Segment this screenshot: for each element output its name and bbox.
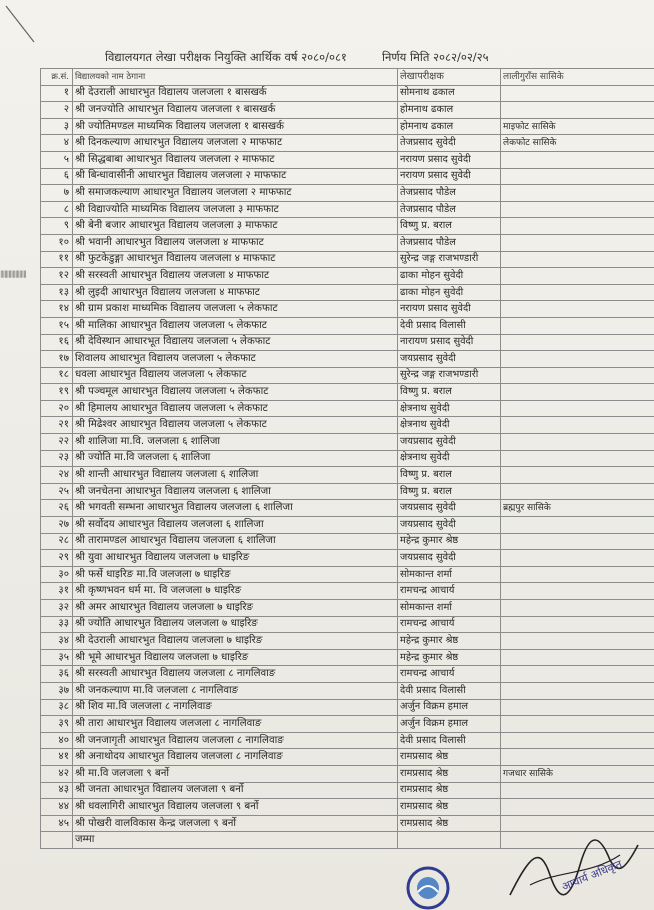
table-row: [41, 384, 654, 401]
header-sn: क्र.सं.: [41, 69, 73, 86]
row-note: [501, 317, 654, 334]
row-auditor: जयप्रसाद सुवेदी: [398, 434, 501, 451]
row-note: [501, 351, 654, 368]
row-sn: ११: [41, 251, 73, 268]
row-note: [501, 649, 654, 666]
row-sn: २: [41, 102, 73, 119]
row-sn: ३: [41, 118, 73, 135]
table-row: [41, 533, 654, 550]
row-note: [501, 434, 654, 451]
row-note: [501, 749, 654, 766]
row-note: [501, 583, 654, 600]
table-row: [41, 550, 654, 567]
row-auditor: [398, 832, 501, 849]
row-sn: ४१: [41, 749, 73, 766]
table-row: [41, 417, 654, 434]
row-auditor: जयप्रसाद सुवेदी: [398, 351, 501, 368]
row-school-name: श्री कृष्णभवन धर्म मा. वि जलजला ७ धाइरिङ: [73, 583, 398, 600]
row-note: [501, 799, 654, 816]
table-row: [41, 102, 654, 119]
row-auditor: देवी प्रसाद विलासी: [398, 732, 501, 749]
row-sn: ३८: [41, 699, 73, 716]
row-auditor: ढाका मोहन सुवेदी: [398, 284, 501, 301]
row-note: [501, 666, 654, 683]
row-sn: १९: [41, 384, 73, 401]
row-school-name: श्री भगवती सम्भना आधारभुत विद्यालय जलजला ६ शालिजा: [73, 500, 398, 517]
row-sn: ४४: [41, 799, 73, 816]
row-note: [501, 782, 654, 799]
row-auditor: सुरेन्द्र जङ्ग राजभण्डारी: [398, 251, 501, 268]
row-sn: ३३: [41, 616, 73, 633]
row-note: लेकफाेट सासिके: [501, 135, 654, 152]
table-row: [41, 749, 654, 766]
row-sn: १५: [41, 317, 73, 334]
table-row: [41, 301, 654, 318]
document-title: [105, 50, 645, 65]
table-row: [41, 450, 654, 467]
audit-assignment-table: [40, 68, 654, 849]
row-school-name: श्री जनकल्याण मा.वि जलजला ८ नागलिवाङ: [73, 682, 398, 699]
row-school-name: श्री जनजागृती आधारभुत विद्यालय जलजला ८ नागलिवाङ: [73, 732, 398, 749]
row-school-name: धवला आधारभुत विद्यालय जलजला ५ लेकफाट: [73, 367, 398, 384]
table-row: [41, 268, 654, 285]
row-note: [501, 467, 654, 484]
row-sn: [41, 832, 73, 849]
row-school-name: श्री हिमालय आधारभुत विद्यालय जलजला ५ लेकफाट: [73, 400, 398, 417]
row-school-name: श्री पञ्चमूल आधारभुत विद्यालय जलजला ५ लेकफाट: [73, 384, 398, 401]
table-row: [41, 351, 654, 368]
row-school-name: श्री सर्वोदय आधारभुत विद्यालय जलजला ६ शालिजा: [73, 517, 398, 534]
row-sn: ६: [41, 168, 73, 185]
row-note: [501, 682, 654, 699]
row-note: [501, 400, 654, 417]
table-row: [41, 616, 654, 633]
row-auditor: रामप्रसाद श्रेष्ठ: [398, 799, 501, 816]
row-school-name: श्री शालिजा मा.वि. जलजला ६ शालिजा: [73, 434, 398, 451]
row-school-name: श्री पोखरी वालविकास केन्द्र जलजला ९ बर्नो: [73, 815, 398, 832]
row-sn: २४: [41, 467, 73, 484]
row-auditor: तेजप्रसाद सुवेदी: [398, 135, 501, 152]
header-note: लालीगुराँस सासिके: [501, 69, 654, 86]
title-decision-date: निर्णय मिति २०८२/०२/२५: [382, 50, 489, 64]
row-auditor: महेन्द्र कुमार श्रेष्ठ: [398, 533, 501, 550]
row-auditor: रामचन्द्र आचार्य: [398, 666, 501, 683]
row-note: [501, 102, 654, 119]
table-row: [41, 434, 654, 451]
row-sn: २२: [41, 434, 73, 451]
table-row: [41, 317, 654, 334]
row-note: [501, 168, 654, 185]
table-row: [41, 699, 654, 716]
row-sn: २८: [41, 533, 73, 550]
table-row: [41, 500, 654, 517]
row-school-name: श्री बिन्धावासीनी आधारभुत विद्यालय जलजला २ माफफाट: [73, 168, 398, 185]
row-sn: ३२: [41, 600, 73, 617]
row-auditor: जयप्रसाद सुवेदी: [398, 550, 501, 567]
row-school-name: श्री देउराली आधारभुत विद्यालय जलजला १ बासखर्क: [73, 85, 398, 102]
table-row: [41, 367, 654, 384]
table-row: [41, 467, 654, 484]
office-seal: [402, 862, 454, 910]
table-row: [41, 400, 654, 417]
row-sn: २५: [41, 483, 73, 500]
row-auditor: विष्णु प्र. बराल: [398, 483, 501, 500]
row-auditor: क्षेत्रनाथ सुवेदी: [398, 450, 501, 467]
row-sn: ३९: [41, 716, 73, 733]
title-main: विद्यालयगत लेखा परीक्षक नियुक्ति आर्थिक वर्ष २०८०/०८१: [105, 50, 347, 64]
header-school-name: विद्यालयको नाम ठेगाना: [73, 69, 398, 86]
row-note: [501, 218, 654, 235]
row-sn: ४२: [41, 765, 73, 782]
row-sn: २९: [41, 550, 73, 567]
row-school-name: श्री जनता आधारभुत विद्यालय जलजला ९ बर्नो: [73, 782, 398, 799]
row-auditor: जयप्रसाद सुवेदी: [398, 517, 501, 534]
row-school-name: श्री भवानी आधारभुत विद्यालय जलजला ४ माफफाट: [73, 234, 398, 251]
row-note: [501, 533, 654, 550]
row-sn: १७: [41, 351, 73, 368]
row-note: [501, 616, 654, 633]
row-sn: ३०: [41, 566, 73, 583]
table-row: [41, 151, 654, 168]
table-row: [41, 732, 654, 749]
table-row: [41, 334, 654, 351]
row-school-name: श्री सिद्धबाबा आधारभुत विद्यालय जलजला २ माफफाट: [73, 151, 398, 168]
row-note: गजधार सासिके: [501, 765, 654, 782]
row-auditor: नरायण प्रसाद सुवेदी: [398, 151, 501, 168]
row-auditor: विष्णु प्र. बराल: [398, 218, 501, 235]
row-note: [501, 517, 654, 534]
row-auditor: विष्णु प्र. बराल: [398, 384, 501, 401]
row-sn: १२: [41, 268, 73, 285]
table-row: [41, 633, 654, 650]
table-row: [41, 666, 654, 683]
row-note: [501, 550, 654, 567]
row-auditor: अर्जुन विक्रम हमाल: [398, 716, 501, 733]
row-sn: ७: [41, 185, 73, 202]
row-school-name: श्री सरस्वती आधारभुत विद्यालय जलजला ८ नागलिवाङ: [73, 666, 398, 683]
row-sn: ३५: [41, 649, 73, 666]
row-school-name: श्री दिनकल्याण आधारभुत विद्यालय जलजला २ माफफाट: [73, 135, 398, 152]
table-row: [41, 682, 654, 699]
row-school-name: श्री लुइदी आधारभुत विद्यालय जलजला ४ माफफाट: [73, 284, 398, 301]
row-auditor: क्षेत्रनाथ सुवेदी: [398, 400, 501, 417]
row-school-name: जम्मा: [73, 832, 398, 849]
row-auditor: देवी प्रसाद विलासी: [398, 682, 501, 699]
table-row: [41, 251, 654, 268]
row-note: [501, 367, 654, 384]
row-auditor: नारायण प्रसाद सुवेदी: [398, 334, 501, 351]
table-row: [41, 118, 654, 135]
row-note: [501, 566, 654, 583]
row-auditor: अर्जुन विक्रम हमाल: [398, 699, 501, 716]
table-row: [41, 483, 654, 500]
row-note: [501, 699, 654, 716]
row-sn: ४: [41, 135, 73, 152]
row-school-name: श्री भूमे आधारभुत विद्यालय जलजला ७ धाइरिङ: [73, 649, 398, 666]
row-sn: १: [41, 85, 73, 102]
table-row: [41, 201, 654, 218]
row-note: [501, 633, 654, 650]
row-school-name: श्री शान्ती आधारभुत विद्यालय जलजला ६ शालिजा: [73, 467, 398, 484]
row-note: माइफाेट सासिके: [501, 118, 654, 135]
row-sn: २०: [41, 400, 73, 417]
row-school-name: श्री ज्योतिमण्डल माध्यमिक विद्यालय जलजला १ बासखर्क: [73, 118, 398, 135]
row-school-name: श्री तारामण्डल आधारभुत विद्यालय जलजला ६ शालिजा: [73, 533, 398, 550]
row-sn: २१: [41, 417, 73, 434]
row-note: [501, 234, 654, 251]
row-auditor: रामप्रसाद श्रेष्ठ: [398, 782, 501, 799]
row-school-name: श्री विद्याज्योति माध्यमिक विद्यालय जलजला ३ माफफाट: [73, 201, 398, 218]
row-sn: २७: [41, 517, 73, 534]
row-note: [501, 450, 654, 467]
binding-marks: |||||||||||||||||||: [0, 270, 26, 278]
row-auditor: रामप्रसाद श्रेष्ठ: [398, 749, 501, 766]
table-row: [41, 566, 654, 583]
row-note: [501, 716, 654, 733]
row-auditor: सोमकान्त शर्मा: [398, 600, 501, 617]
row-auditor: विष्णु प्र. बराल: [398, 467, 501, 484]
row-note: [501, 334, 654, 351]
row-school-name: श्री देउराली आधारभुत विद्यालय जलजला ७ धाइरिङ: [73, 633, 398, 650]
row-school-name: शिवालय आधारभुत विद्यालय जलजला ५ लेकफाट: [73, 351, 398, 368]
row-sn: ४३: [41, 782, 73, 799]
row-note: [501, 201, 654, 218]
row-note: [501, 384, 654, 401]
corner-fold-mark: [4, 4, 44, 44]
row-sn: २६: [41, 500, 73, 517]
row-note: [501, 483, 654, 500]
row-auditor: तेजप्रसाद पौडेल: [398, 234, 501, 251]
row-sn: ३४: [41, 633, 73, 650]
row-school-name: श्री युवा आधारभुत विद्यालय जलजला ७ धाइरिङ: [73, 550, 398, 567]
row-sn: २३: [41, 450, 73, 467]
row-auditor: होमनाथ ढकाल: [398, 118, 501, 135]
row-auditor: रामप्रसाद श्रेष्ठ: [398, 765, 501, 782]
row-auditor: महेन्द्र कुमार श्रेष्ठ: [398, 649, 501, 666]
table-row: [41, 782, 654, 799]
row-sn: ५: [41, 151, 73, 168]
header-auditor: लेखापरीक्षक: [398, 69, 501, 86]
row-note: [501, 284, 654, 301]
row-note: [501, 85, 654, 102]
row-sn: १०: [41, 234, 73, 251]
table-row: [41, 600, 654, 617]
row-school-name: श्री मा.वि जलजला ९ बर्नो: [73, 765, 398, 782]
row-sn: ३१: [41, 583, 73, 600]
row-auditor: जयप्रसाद सुवेदी: [398, 500, 501, 517]
row-note: [501, 268, 654, 285]
row-school-name: श्री तारा आधारभुत विद्यालय जलजला ८ नागलिवाङ: [73, 716, 398, 733]
table-row: [41, 799, 654, 816]
row-school-name: श्री सरस्वती आधारभुत विद्यालय जलजला ४ माफफाट: [73, 268, 398, 285]
row-note: [501, 600, 654, 617]
table-row: [41, 168, 654, 185]
row-note: [501, 151, 654, 168]
table-row: [41, 218, 654, 235]
row-auditor: देवी प्रसाद विलासी: [398, 317, 501, 334]
table-row: [41, 765, 654, 782]
row-sn: ९: [41, 218, 73, 235]
row-school-name: श्री जनज्योति आधारभुत विद्यालय जलजला १ बासखर्क: [73, 102, 398, 119]
row-sn: ८: [41, 201, 73, 218]
table-header-row: [41, 69, 654, 86]
row-auditor: रामप्रसाद श्रेष्ठ: [398, 815, 501, 832]
row-auditor: तेजप्रसाद पौडेल: [398, 201, 501, 218]
row-school-name: श्री ज्योति आधारभुत विद्यालय जलजला ७ धाइरिङ: [73, 616, 398, 633]
table-row: [41, 185, 654, 202]
row-school-name: श्री अनाथोदय आधारभुत विद्यालय जलजला ८ नागलिवाङ: [73, 749, 398, 766]
row-school-name: श्री ग्राम प्रकाश माध्यमिक विद्यालय जलजला ५ लेकफाट: [73, 301, 398, 318]
table-row: [41, 649, 654, 666]
row-school-name: श्री बेनी बजार आधारभुत विद्यालय जलजला ३ माफफाट: [73, 218, 398, 235]
row-school-name: श्री शिव मा.वि जलजला ८ नागलिवाङ: [73, 699, 398, 716]
row-note: [501, 185, 654, 202]
row-school-name: श्री फर्से धाइरिङ मा.वि जलजला ७ धाइरिङ: [73, 566, 398, 583]
row-auditor: सोमकान्त शर्मा: [398, 566, 501, 583]
row-auditor: नरायण प्रसाद सुवेदी: [398, 168, 501, 185]
signature: [500, 815, 650, 910]
row-auditor: रामचन्द्र आचार्य: [398, 583, 501, 600]
row-sn: ३७: [41, 682, 73, 699]
row-sn: ३६: [41, 666, 73, 683]
table-row: [41, 135, 654, 152]
row-sn: १८: [41, 367, 73, 384]
table-row: [41, 517, 654, 534]
row-school-name: श्री धवलागिरी आधारभुत विद्यालय जलजला ९ बर्नो: [73, 799, 398, 816]
row-auditor: होमनाथ ढकाल: [398, 102, 501, 119]
row-sn: १३: [41, 284, 73, 301]
row-auditor: सोमनाथ ढकाल: [398, 85, 501, 102]
stamp-text: आचार्य अधिकृत: [559, 857, 624, 894]
row-auditor: क्षेत्रनाथ सुवेदी: [398, 417, 501, 434]
row-auditor: ढाका मोहन सुवेदी: [398, 268, 501, 285]
row-note: [501, 417, 654, 434]
row-school-name: श्री जनचेतना आधारभुत विद्यालय जलजला ६ शालिजा: [73, 483, 398, 500]
row-note: [501, 301, 654, 318]
table-row: [41, 234, 654, 251]
row-note: [501, 732, 654, 749]
row-sn: ४०: [41, 732, 73, 749]
table-row: [41, 85, 654, 102]
row-school-name: श्री फुटकेडुङ्गा आधारभुत विद्यालय जलजला ४ माफफाट: [73, 251, 398, 268]
row-sn: ४५: [41, 815, 73, 832]
row-auditor: रामचन्द्र आचार्य: [398, 616, 501, 633]
table-row: [41, 284, 654, 301]
table-row: [41, 716, 654, 733]
row-sn: १६: [41, 334, 73, 351]
row-auditor: महेन्द्र कुमार श्रेष्ठ: [398, 633, 501, 650]
row-auditor: नरायण प्रसाद सुवेदी: [398, 301, 501, 318]
row-school-name: श्री मालिका आधारभुत विद्यालय जलजला ५ लेकफाट: [73, 317, 398, 334]
row-school-name: श्री अमर आधारभुत विद्यालय जलजला ७ धाइरिङ: [73, 600, 398, 617]
row-sn: १४: [41, 301, 73, 318]
row-school-name: श्री ज्योति मा.वि जलजला ६ शालिजा: [73, 450, 398, 467]
row-auditor: तेजप्रसाद पौडेल: [398, 185, 501, 202]
row-school-name: श्री मिढेश्वर आधारभुत विद्यालय जलजला ५ लेकफाट: [73, 417, 398, 434]
row-auditor: सुरेन्द्र जङ्ग राजभण्डारी: [398, 367, 501, 384]
row-school-name: श्री समाजकल्याण आधारभुत विद्यालय जलजला २ माफफाट: [73, 185, 398, 202]
row-school-name: श्री देविस्थान आधारभूत विद्यालय जलजला ५ लेकफाट: [73, 334, 398, 351]
row-note: ब्रह्मपुर सासिके: [501, 500, 654, 517]
table-row: [41, 583, 654, 600]
row-note: [501, 251, 654, 268]
